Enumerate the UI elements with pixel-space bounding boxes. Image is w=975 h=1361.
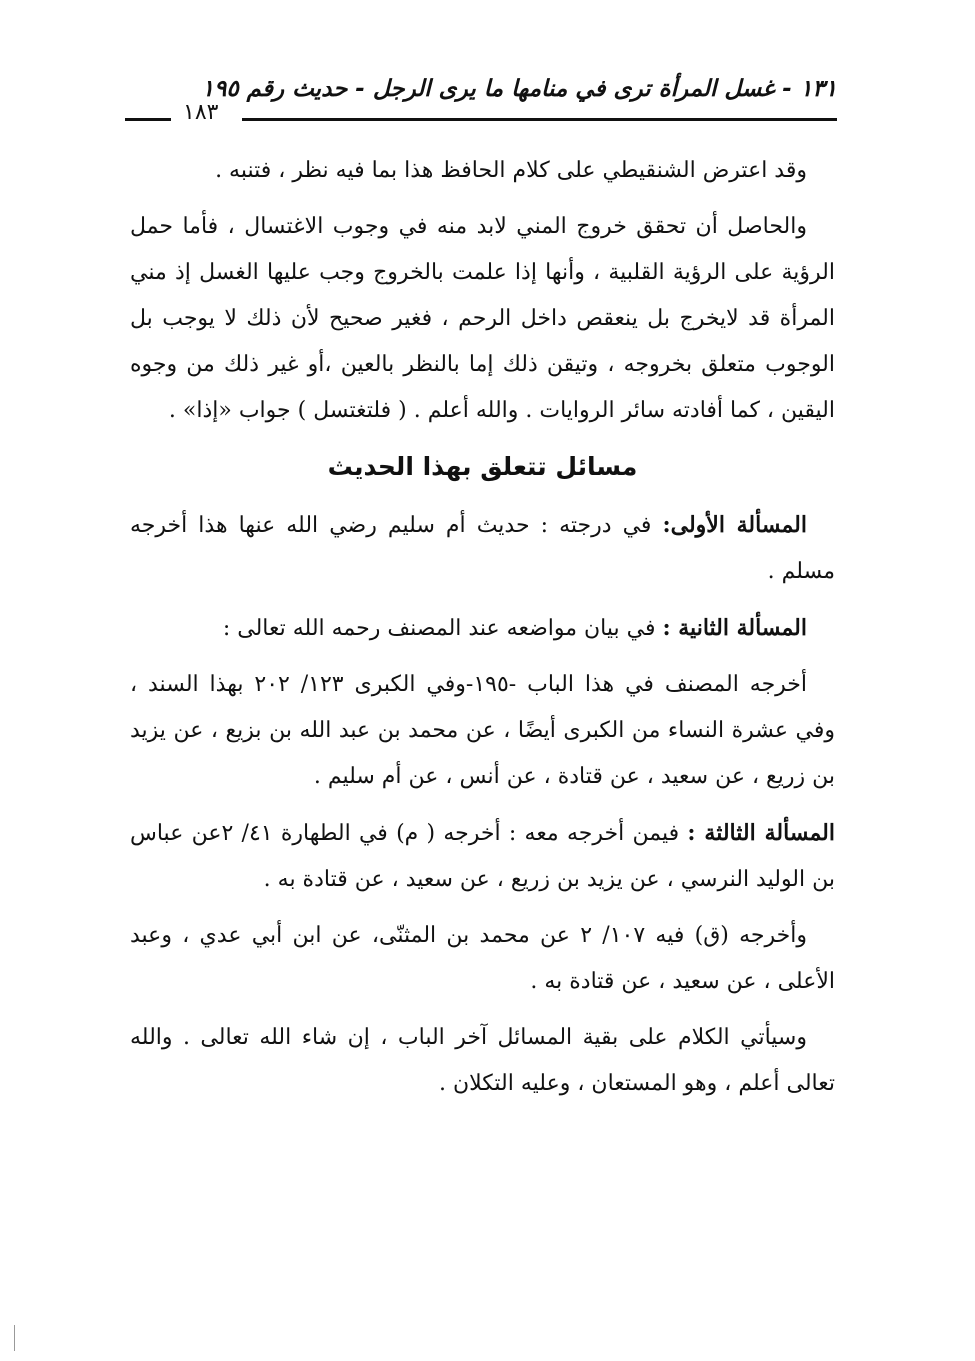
paragraph-takhrij: أخرجه المصنف في هذا الباب -١٩٥-وفي الكبرى ١٢٣/ ٢٠٢ بهذا السند ، وفي عشرة النساء من الكبرى أيضًا ، عن محمد بن عبد الله بن بزيع ، عن يزيد بن زريع ، عن سعيد ، عن قتادة ، عن أنس ، عن أم سليم . bbox=[130, 672, 835, 789]
header-rule-left bbox=[125, 118, 171, 121]
paragraph-conclusion: والحاصل أن تحقق خروج المني لابد منه في وجوب الاغتسال ، فأما حمل الرؤية على الرؤية القلبية ، وأنها إذا علمت بالخروج وجب عليها الغسل إذ مني المرأة قد لايخرج بل ينعقص داخل الرحم ، فغير صحيح لأن ذلك لا يوجب بل الوجوب متعلق بخروجه ، وتيقن ذلك إما بالنظر بالعين ،أو غير ذلك من وجوه اليقين ، كما أفادته سائر الروايات . والله أعلم . ( فلتغتسل ) جواب «إذا» . bbox=[130, 214, 835, 423]
page-number: ١٨٣ bbox=[183, 100, 219, 125]
paragraph-ibn-majah: وأخرجه (ق) فيه ١٠٧/ ٢ عن محمد بن المثنّى، عن ابن أبي عدي ، وعبد الأعلى ، عن سعيد ، عن قتادة به . bbox=[130, 923, 835, 994]
paragraph-objection: وقد اعترض الشنقيطي على كلام الحافظ هذا بما فيه نظر ، فتنبه . bbox=[215, 158, 807, 183]
issue-second-text: في بيان مواضعه عند المصنف رحمه الله تعالى : bbox=[222, 616, 663, 641]
issue-second-label: المسألة الثانية : bbox=[662, 615, 807, 641]
issue-third bbox=[130, 810, 835, 903]
section-heading: مسائل تتعلق بهذا الحديث bbox=[327, 452, 638, 481]
chapter-title: ١٣١ - غسل المرأة ترى في منامها ما يرى الرجل - حديث رقم ١٩٥ bbox=[201, 76, 837, 102]
paragraph-closing: وسيأتي الكلام على بقية المسائل آخر الباب ، إن شاء الله تعالى . والله تعالى أعلم ، وهو المستعان ، وعليه التكلان . bbox=[130, 1025, 835, 1096]
running-header bbox=[125, 70, 837, 125]
issue-third-label: المسألة الثالثة : bbox=[687, 820, 835, 846]
scan-edge-mark bbox=[14, 1325, 15, 1351]
header-rule bbox=[242, 118, 837, 121]
issue-first bbox=[130, 502, 835, 595]
issue-first-label: المسألة الأولى: bbox=[662, 512, 808, 538]
issue-third-text: فيمن أخرجه معه : أخرجه ( م) في الطهارة ٤١/ ٢عن عباس بن الوليد النرسي ، عن يزيد بن زريع ، عن سعيد ، عن قتادة به . bbox=[130, 821, 835, 892]
issue-second bbox=[130, 605, 835, 652]
issue-first-text: في درجته : حديث أم سليم رضي الله عنها هذا أخرجه مسلم . bbox=[130, 513, 835, 584]
body-text bbox=[130, 148, 835, 1117]
